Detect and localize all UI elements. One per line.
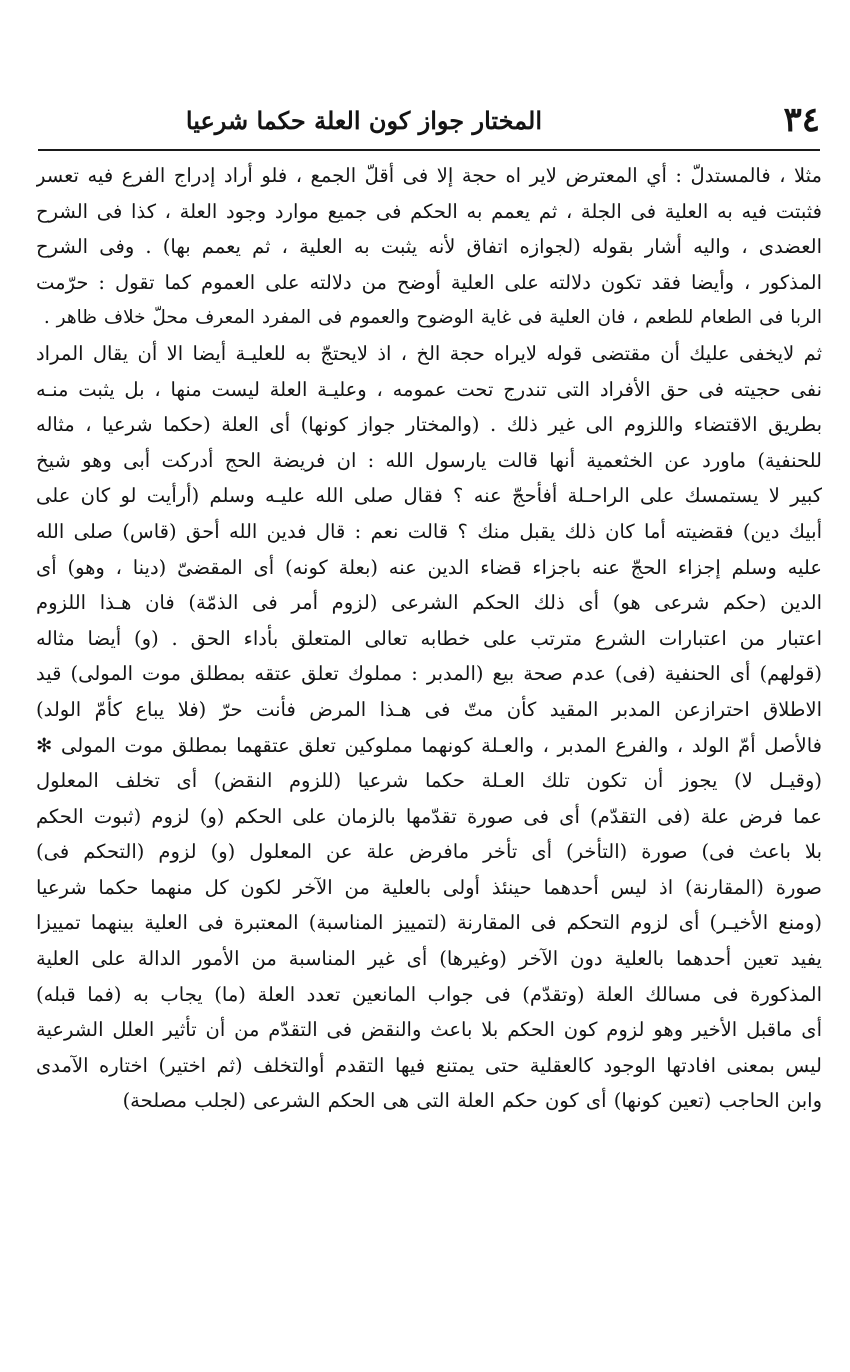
text-line: مثلا ، فالمستدلّ : أي المعترض لاير اه حجة إلا فى أقلّ الجمع ، فلو أراد إدراج الفرع فيه تعسر bbox=[36, 164, 822, 187]
text-line: ليس بمعنى افادتها الوجود كالعقلية حتى يمتنع فيها التقدم أوالتخلف (ثم اختير) اختاره الآمدى bbox=[36, 1053, 822, 1077]
text-line: اعتبار من اعتبارات الشرع مترتب على خطابه تعالى المتعلق بأداء الحق . (و) أيضا مثاله bbox=[36, 626, 822, 650]
text-line: صورة (المقارنة) اذ ليس أحدهما حينئذ أولى بالعلية من الآخر لكون كل منهما حكما شرعيا bbox=[36, 875, 822, 899]
text-line: الدين (حكم شرعى هو) أى ذلك الحكم الشرعى (لزوم أمر فى الذمّة) فان هـذا اللزوم bbox=[36, 591, 822, 615]
text-line: (وقيـل لا) يجوز أن تكون تلك العـلة حكما شرعيا (للزوم النقض) أى تخلف المعلول bbox=[36, 769, 822, 793]
text-line: يفيد تعين أحدهما بالعلية دون الآخر (وغيرها) أى غير المناسبة من الأمور الدالة على العلية bbox=[36, 947, 822, 971]
body-text bbox=[36, 158, 822, 1119]
text-line: فالأصل أمّ الولد ، والفرع المدبر ، والعـلة كونهما مملوكين تعلق عتقهما بمطلق موت المولى ✻ bbox=[36, 733, 822, 757]
text-line: عما فرض علة (فى التقدّم) أى فى صورة تقدّمها بالزمان على الحكم (و) لزوم (ثبوت الحكم bbox=[36, 804, 822, 828]
header-rule bbox=[38, 149, 820, 151]
text-line: فثبتت فيه به العلية فى الجلة ، ثم يعمم به الحكم فى جميع موارد وجود العلة ، كذا فى الشرح bbox=[36, 199, 822, 223]
page-number: ٣٤ bbox=[783, 100, 820, 140]
text-line: بلا باعث فى) صورة (التأخر) أى تأخر مافرض علة عن المعلول (و) لزوم (التحكم فى) bbox=[36, 840, 822, 864]
text-line: أى ماقبل الأخير وهو لزوم كون الحكم بلا باعث والنقض فى التقدّم من أن تأثير العلل الشرعية bbox=[36, 1018, 822, 1042]
text-line: ثم لايخفى عليك أن مقتضى قوله لايراه حجة الخ ، اذ لايحتجّ به للعليـة أيضا الا أن يقال المراد bbox=[36, 341, 822, 365]
text-line: المذكورة فى مسالك العلة (وتقدّم) فى جواب المانعين تعدد العلة (ما) يجاب به (فما قبله) bbox=[36, 982, 822, 1006]
text-line: العضدى ، واليه أشار بقوله (لجوازه اتفاق لأنه يثبت به العلية ، ثم يعمم بها) . وفى الشرح bbox=[36, 235, 822, 259]
text-line: وابن الحاجب (تعين كونها) أى كون حكم العلة التى هى الحكم الشرعى (لجلب مصلحة) bbox=[122, 1089, 822, 1113]
text-line: عليه وسلم إجزاء الحجّ عنه باجزاء قضاء الدين عنه (بعلة كونه) أى المقضىّ (دينا ، وهو) أى bbox=[36, 555, 822, 579]
text-line: المذكور ، وأيضا فقد تكون دلالته على العلية أوضح من دلالته على العموم كما تقول : حرّمت bbox=[36, 270, 822, 294]
running-title: المختار جواز كون العلة حكما شرعيا bbox=[185, 106, 542, 135]
text-line: نفى حجيته فى حق الأفراد التى تندرج تحت عمومه ، وعليـة العلة ليست منها ، بل يثبت منـه bbox=[36, 377, 822, 401]
text-line: كبير لا يستمسك على الراحـلة أفأحجّ عنه ؟ فقال صلى الله عليـه وسلم (أرأيت لو كان على bbox=[36, 484, 822, 508]
page-header bbox=[40, 98, 820, 142]
text-line: الاطلاق احترازعن المدبر المقيد كأن متّ فى هـذا المرض فأنت حرّ (فلا يباع كأمّ الولد) bbox=[36, 697, 822, 721]
text-line: (ومنع الأخيـر) أى لزوم التحكم فى المقارنة (لتمييز المناسبة) المعتبرة فى العلية بينهما تمييزا bbox=[36, 911, 822, 935]
text-line: الربا فى الطعام للطعم ، فان العلية فى غاية الوضوح والعموم فى المفرد المعرف محلّ خلاف ظاهر . bbox=[43, 307, 822, 329]
text-line: للحنفية) ماورد عن الخثعمية أنها قالت يارسول الله : ان فريضة الحج أدركت أبى وهو شيخ bbox=[36, 448, 822, 472]
text-line: بطريق الاقتضاء واللزوم الى غير ذلك . (والمختار جواز كونها) أى العلة (حكما شرعيا ، مثاله bbox=[36, 413, 822, 437]
text-line: أبيك دين) فقضيته أما كان ذلك يقبل منك ؟ قالت نعم : قال فدين الله أحق (قاس) صلى الله bbox=[36, 519, 822, 543]
text-line: (قولهم) أى الحنفية (فى) عدم صحة بيع (المدبر : مملوك تعلق عتقه بمطلق موت المولى) قيد bbox=[36, 662, 822, 686]
